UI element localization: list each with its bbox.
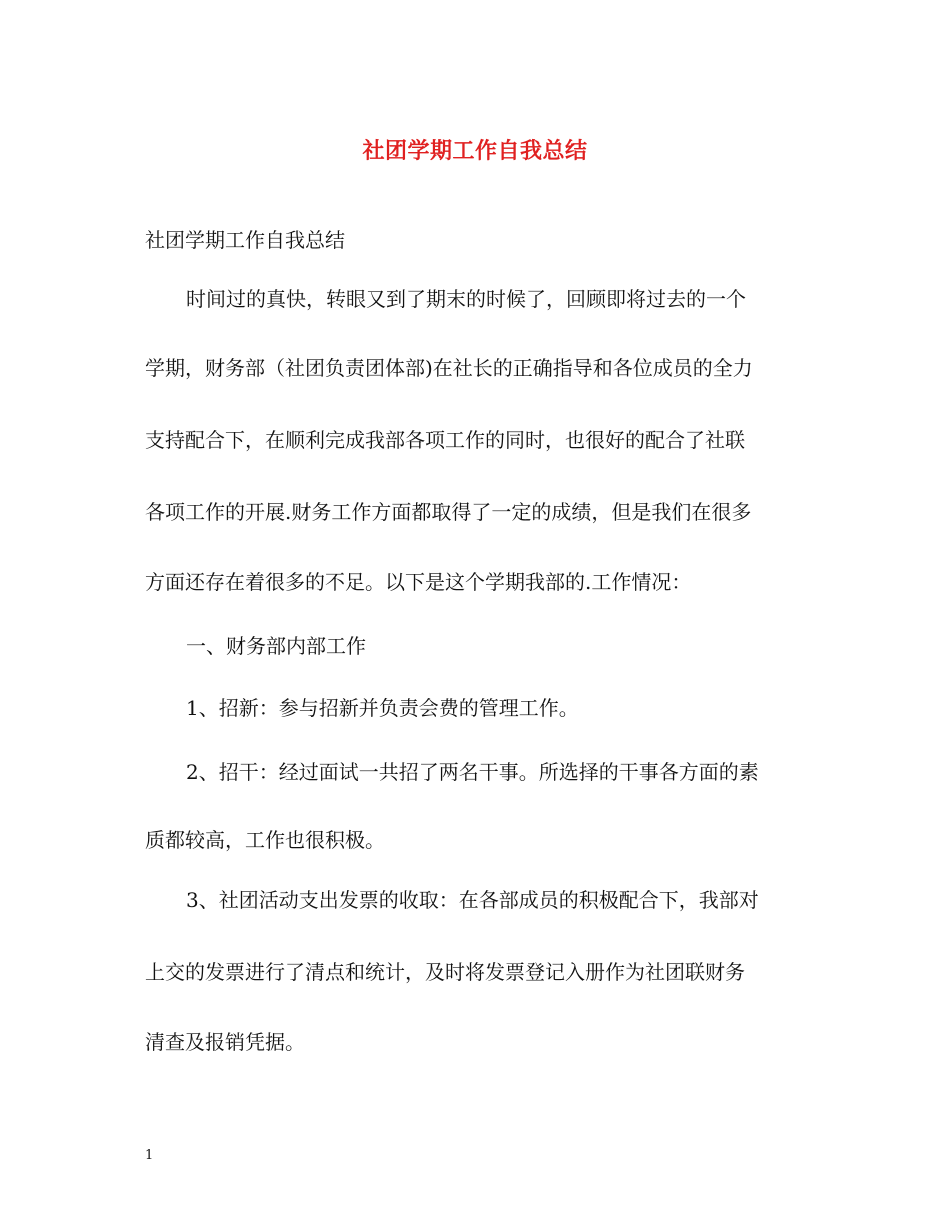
list-item-continuation: 清查及报销凭据。 [145, 1030, 305, 1054]
page-number: 1 [145, 1148, 154, 1163]
list-item: 2、招干：经过面试一共招了两名干事。所选择的干事各方面的素 [186, 760, 759, 784]
paragraph-line: 方面还存在着很多的不足。以下是这个学期我部的.工作情况： [145, 570, 692, 594]
section-heading: 一、财务部内部工作 [186, 634, 366, 658]
list-item: 1、招新：参与招新并负责会费的管理工作。 [186, 696, 579, 720]
subtitle-line: 社团学期工作自我总结 [145, 228, 345, 252]
list-item: 3、社团活动支出发票的收取：在各部成员的积极配合下，我部对 [186, 888, 759, 912]
list-item-continuation: 质都较高，工作也很积极。 [145, 828, 385, 852]
paragraph-line: 支持配合下，在顺利完成我部各项工作的同时，也很好的配合了社联 [145, 428, 745, 452]
document-title: 社团学期工作自我总结 [362, 138, 588, 164]
paragraph-line: 学期，财务部（社团负责团体部)在社长的正确指导和各位成员的全力 [145, 356, 753, 380]
list-item-continuation: 上交的发票进行了清点和统计，及时将发票登记入册作为社团联财务 [145, 960, 745, 984]
paragraph-line: 各项工作的开展.财务工作方面都取得了一定的成绩，但是我们在很多 [145, 500, 752, 524]
paragraph-line: 时间过的真快，转眼又到了期末的时候了，回顾即将过去的一个 [186, 287, 746, 311]
